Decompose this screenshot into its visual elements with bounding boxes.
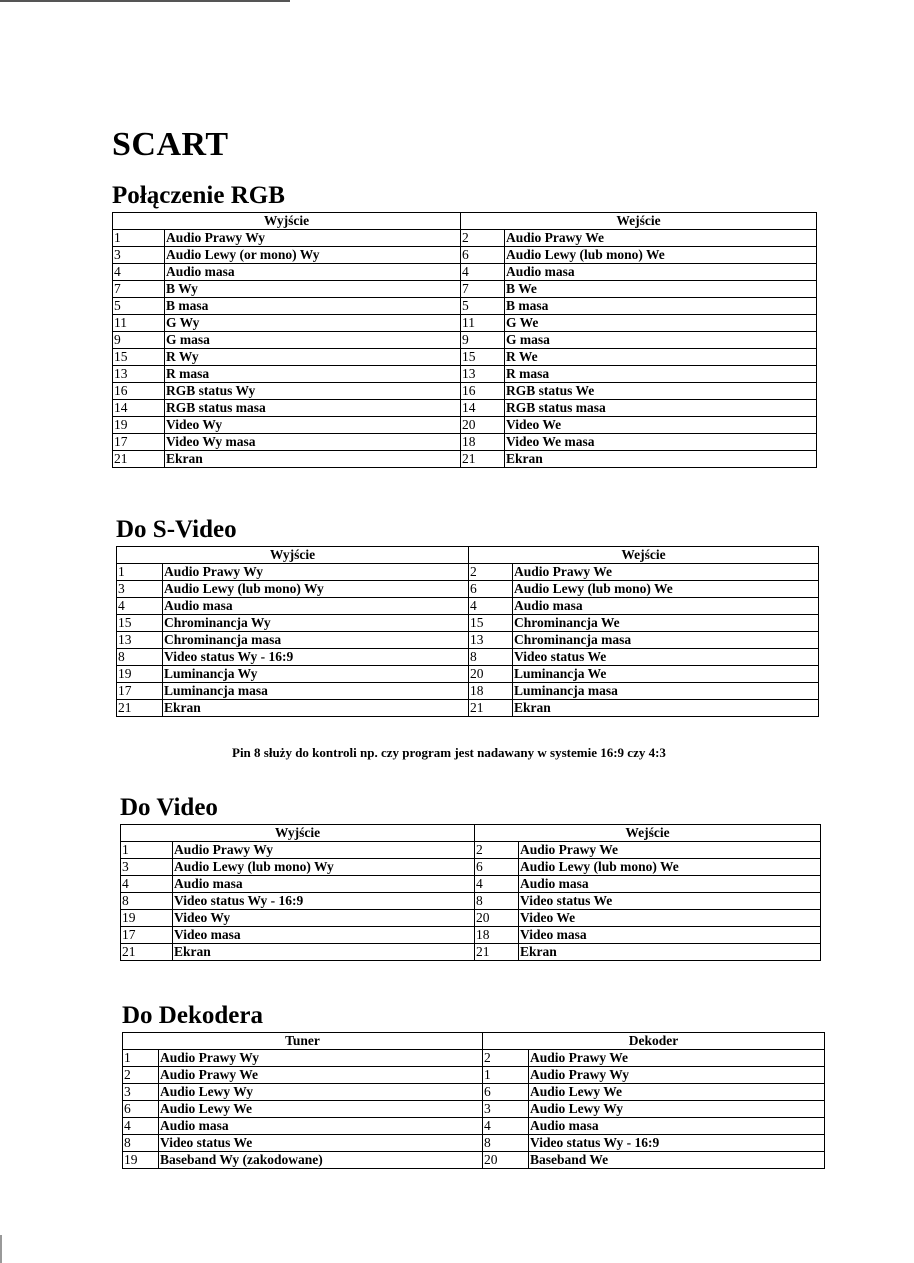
- left-signal-name: Video Wy: [173, 910, 475, 927]
- left-pin-number: 17: [121, 927, 173, 944]
- right-signal-name: Video status Wy - 16:9: [529, 1135, 825, 1152]
- left-signal-name: Audio Lewy (lub mono) Wy: [173, 859, 475, 876]
- left-signal-name: Audio Prawy We: [159, 1067, 483, 1084]
- left-signal-name: R masa: [165, 366, 461, 383]
- table-row: [113, 332, 817, 349]
- left-pin-number: 7: [113, 281, 165, 298]
- right-pin-number: 2: [469, 564, 513, 581]
- right-signal-name: Video status We: [519, 893, 821, 910]
- left-signal-name: Luminancja masa: [163, 683, 469, 700]
- table-row: [117, 598, 819, 615]
- left-signal-name: Video Wy masa: [165, 434, 461, 451]
- table-row: [113, 264, 817, 281]
- right-pin-number: 8: [469, 649, 513, 666]
- right-signal-name: Audio Lewy (lub mono) We: [505, 247, 817, 264]
- right-signal-name: Audio Prawy We: [513, 564, 819, 581]
- table-header-row: [117, 547, 819, 564]
- column-header-right: Wejście: [461, 213, 817, 230]
- right-signal-name: Audio masa: [513, 598, 819, 615]
- column-header-right: Wejście: [469, 547, 819, 564]
- pin-table-video: [120, 824, 821, 961]
- right-pin-number: 2: [461, 230, 505, 247]
- left-pin-number: 2: [123, 1067, 159, 1084]
- table-row: [113, 230, 817, 247]
- left-signal-name: Video Wy: [165, 417, 461, 434]
- right-pin-number: 20: [461, 417, 505, 434]
- left-signal-name: Luminancja Wy: [163, 666, 469, 683]
- right-signal-name: Video We: [519, 910, 821, 927]
- table-row: [117, 581, 819, 598]
- column-header-left: Wyjście: [121, 825, 475, 842]
- table-row: [117, 564, 819, 581]
- left-signal-name: B Wy: [165, 281, 461, 298]
- section-heading-s-video: Do S-Video: [116, 516, 237, 543]
- left-pin-number: 1: [123, 1050, 159, 1067]
- scan-edge-line: [0, 0, 290, 2]
- table-row: [121, 842, 821, 859]
- right-signal-name: B We: [505, 281, 817, 298]
- left-signal-name: Ekran: [165, 451, 461, 468]
- left-signal-name: Ekran: [173, 944, 475, 961]
- left-pin-number: 4: [113, 264, 165, 281]
- right-pin-number: 4: [461, 264, 505, 281]
- left-pin-number: 8: [123, 1135, 159, 1152]
- right-pin-number: 8: [483, 1135, 529, 1152]
- right-signal-name: RGB status masa: [505, 400, 817, 417]
- left-pin-number: 19: [121, 910, 173, 927]
- left-signal-name: Audio Prawy Wy: [159, 1050, 483, 1067]
- table-row: [123, 1050, 825, 1067]
- page-title: SCART: [112, 126, 229, 163]
- left-pin-number: 3: [123, 1084, 159, 1101]
- left-pin-number: 4: [121, 876, 173, 893]
- left-pin-number: 21: [121, 944, 173, 961]
- left-pin-number: 15: [113, 349, 165, 366]
- left-pin-number: 4: [123, 1118, 159, 1135]
- right-signal-name: Audio Prawy We: [505, 230, 817, 247]
- right-pin-number: 2: [475, 842, 519, 859]
- left-pin-number: 8: [121, 893, 173, 910]
- left-signal-name: Chrominancja Wy: [163, 615, 469, 632]
- right-pin-number: 18: [475, 927, 519, 944]
- right-pin-number: 3: [483, 1101, 529, 1118]
- right-pin-number: 21: [469, 700, 513, 717]
- table-row: [113, 298, 817, 315]
- column-header-right: Wejście: [475, 825, 821, 842]
- table-row: [121, 910, 821, 927]
- table-header-row: [123, 1033, 825, 1050]
- right-signal-name: Audio Lewy We: [529, 1084, 825, 1101]
- right-signal-name: Chrominancja We: [513, 615, 819, 632]
- right-pin-number: 20: [469, 666, 513, 683]
- right-signal-name: Audio Lewy Wy: [529, 1101, 825, 1118]
- table-row: [123, 1118, 825, 1135]
- left-signal-name: Audio Lewy (or mono) Wy: [165, 247, 461, 264]
- left-pin-number: 8: [117, 649, 163, 666]
- right-pin-number: 6: [469, 581, 513, 598]
- table-row: [123, 1152, 825, 1169]
- left-pin-number: 19: [117, 666, 163, 683]
- left-pin-number: 19: [123, 1152, 159, 1169]
- right-signal-name: R We: [505, 349, 817, 366]
- right-pin-number: 4: [469, 598, 513, 615]
- right-signal-name: Luminancja We: [513, 666, 819, 683]
- left-signal-name: Audio masa: [159, 1118, 483, 1135]
- left-pin-number: 17: [113, 434, 165, 451]
- left-pin-number: 5: [113, 298, 165, 315]
- right-pin-number: 9: [461, 332, 505, 349]
- left-pin-number: 11: [113, 315, 165, 332]
- right-signal-name: Audio masa: [519, 876, 821, 893]
- right-pin-number: 20: [475, 910, 519, 927]
- table-row: [113, 417, 817, 434]
- right-signal-name: Ekran: [519, 944, 821, 961]
- column-header-right: Dekoder: [483, 1033, 825, 1050]
- table-row: [121, 927, 821, 944]
- table-row: [113, 451, 817, 468]
- right-pin-number: 14: [461, 400, 505, 417]
- table-row: [113, 366, 817, 383]
- right-signal-name: Luminancja masa: [513, 683, 819, 700]
- right-signal-name: Audio Prawy We: [519, 842, 821, 859]
- right-signal-name: Audio Lewy (lub mono) We: [513, 581, 819, 598]
- left-pin-number: 21: [113, 451, 165, 468]
- left-signal-name: RGB status masa: [165, 400, 461, 417]
- pin-table-rgb: [112, 212, 817, 468]
- right-signal-name: G masa: [505, 332, 817, 349]
- left-pin-number: 1: [121, 842, 173, 859]
- right-signal-name: Ekran: [505, 451, 817, 468]
- section-heading-video: Do Video: [120, 794, 218, 821]
- table-row: [113, 281, 817, 298]
- right-pin-number: 13: [469, 632, 513, 649]
- table-header-row: [113, 213, 817, 230]
- right-pin-number: 6: [475, 859, 519, 876]
- right-signal-name: Audio Prawy We: [529, 1050, 825, 1067]
- left-signal-name: Audio Lewy (lub mono) Wy: [163, 581, 469, 598]
- table-row: [123, 1101, 825, 1118]
- table-row: [113, 400, 817, 417]
- column-header-left: Tuner: [123, 1033, 483, 1050]
- left-pin-number: 13: [117, 632, 163, 649]
- left-signal-name: Baseband Wy (zakodowane): [159, 1152, 483, 1169]
- table-row: [123, 1084, 825, 1101]
- right-pin-number: 2: [483, 1050, 529, 1067]
- left-pin-number: 14: [113, 400, 165, 417]
- table-row: [121, 893, 821, 910]
- table-row: [117, 683, 819, 700]
- table-row: [117, 700, 819, 717]
- table-row: [113, 315, 817, 332]
- right-signal-name: R masa: [505, 366, 817, 383]
- right-signal-name: RGB status We: [505, 383, 817, 400]
- left-signal-name: Video status Wy - 16:9: [173, 893, 475, 910]
- left-pin-number: 1: [117, 564, 163, 581]
- left-pin-number: 9: [113, 332, 165, 349]
- left-pin-number: 1: [113, 230, 165, 247]
- table-row: [113, 349, 817, 366]
- left-signal-name: Video status Wy - 16:9: [163, 649, 469, 666]
- scan-edge-mark: [0, 1235, 2, 1263]
- left-pin-number: 21: [117, 700, 163, 717]
- table-row: [117, 666, 819, 683]
- right-signal-name: Audio Lewy (lub mono) We: [519, 859, 821, 876]
- left-signal-name: Ekran: [163, 700, 469, 717]
- left-signal-name: G Wy: [165, 315, 461, 332]
- right-pin-number: 18: [469, 683, 513, 700]
- table-row: [121, 944, 821, 961]
- table-row: [117, 649, 819, 666]
- left-pin-number: 3: [121, 859, 173, 876]
- left-signal-name: Audio Prawy Wy: [173, 842, 475, 859]
- right-signal-name: Ekran: [513, 700, 819, 717]
- left-signal-name: G masa: [165, 332, 461, 349]
- left-pin-number: 19: [113, 417, 165, 434]
- left-signal-name: Video masa: [173, 927, 475, 944]
- left-pin-number: 3: [117, 581, 163, 598]
- right-pin-number: 13: [461, 366, 505, 383]
- right-signal-name: Audio Prawy Wy: [529, 1067, 825, 1084]
- right-pin-number: 8: [475, 893, 519, 910]
- right-pin-number: 6: [483, 1084, 529, 1101]
- left-signal-name: RGB status Wy: [165, 383, 461, 400]
- left-signal-name: Chrominancja masa: [163, 632, 469, 649]
- right-pin-number: 5: [461, 298, 505, 315]
- right-pin-number: 15: [469, 615, 513, 632]
- table-row: [123, 1135, 825, 1152]
- table-row: [123, 1067, 825, 1084]
- right-signal-name: Video We masa: [505, 434, 817, 451]
- right-pin-number: 18: [461, 434, 505, 451]
- right-signal-name: Video masa: [519, 927, 821, 944]
- left-pin-number: 3: [113, 247, 165, 264]
- section-heading-rgb: Połączenie RGB: [112, 182, 285, 209]
- table-header-row: [121, 825, 821, 842]
- right-pin-number: 11: [461, 315, 505, 332]
- left-signal-name: Audio masa: [173, 876, 475, 893]
- left-signal-name: Audio Prawy Wy: [163, 564, 469, 581]
- right-pin-number: 4: [483, 1118, 529, 1135]
- right-pin-number: 4: [475, 876, 519, 893]
- right-signal-name: Audio masa: [529, 1118, 825, 1135]
- right-pin-number: 15: [461, 349, 505, 366]
- right-pin-number: 20: [483, 1152, 529, 1169]
- right-pin-number: 16: [461, 383, 505, 400]
- pin-table-s-video: [116, 546, 819, 717]
- table-row: [113, 383, 817, 400]
- table-row: [121, 876, 821, 893]
- left-pin-number: 4: [117, 598, 163, 615]
- left-signal-name: Audio Lewy Wy: [159, 1084, 483, 1101]
- right-pin-number: 1: [483, 1067, 529, 1084]
- table-row: [117, 632, 819, 649]
- left-pin-number: 16: [113, 383, 165, 400]
- left-pin-number: 13: [113, 366, 165, 383]
- right-signal-name: Audio masa: [505, 264, 817, 281]
- right-signal-name: G We: [505, 315, 817, 332]
- right-signal-name: Baseband We: [529, 1152, 825, 1169]
- column-header-left: Wyjście: [113, 213, 461, 230]
- table-row: [121, 859, 821, 876]
- left-signal-name: Audio masa: [163, 598, 469, 615]
- left-pin-number: 17: [117, 683, 163, 700]
- left-signal-name: Audio Lewy We: [159, 1101, 483, 1118]
- right-pin-number: 21: [475, 944, 519, 961]
- right-signal-name: B masa: [505, 298, 817, 315]
- left-signal-name: B masa: [165, 298, 461, 315]
- pin-8-note: Pin 8 służy do kontroli np. czy program jest nadawany w systemie 16:9 czy 4:3: [232, 745, 666, 760]
- right-signal-name: Video We: [505, 417, 817, 434]
- left-signal-name: R Wy: [165, 349, 461, 366]
- left-pin-number: 15: [117, 615, 163, 632]
- table-row: [117, 615, 819, 632]
- right-signal-name: Video status We: [513, 649, 819, 666]
- right-signal-name: Chrominancja masa: [513, 632, 819, 649]
- left-signal-name: Audio Prawy Wy: [165, 230, 461, 247]
- left-signal-name: Audio masa: [165, 264, 461, 281]
- right-pin-number: 21: [461, 451, 505, 468]
- table-row: [113, 247, 817, 264]
- left-pin-number: 6: [123, 1101, 159, 1118]
- pin-table-dekoder: [122, 1032, 825, 1169]
- right-pin-number: 7: [461, 281, 505, 298]
- left-signal-name: Video status We: [159, 1135, 483, 1152]
- table-row: [113, 434, 817, 451]
- section-heading-dekoder: Do Dekodera: [122, 1002, 263, 1029]
- right-pin-number: 6: [461, 247, 505, 264]
- column-header-left: Wyjście: [117, 547, 469, 564]
